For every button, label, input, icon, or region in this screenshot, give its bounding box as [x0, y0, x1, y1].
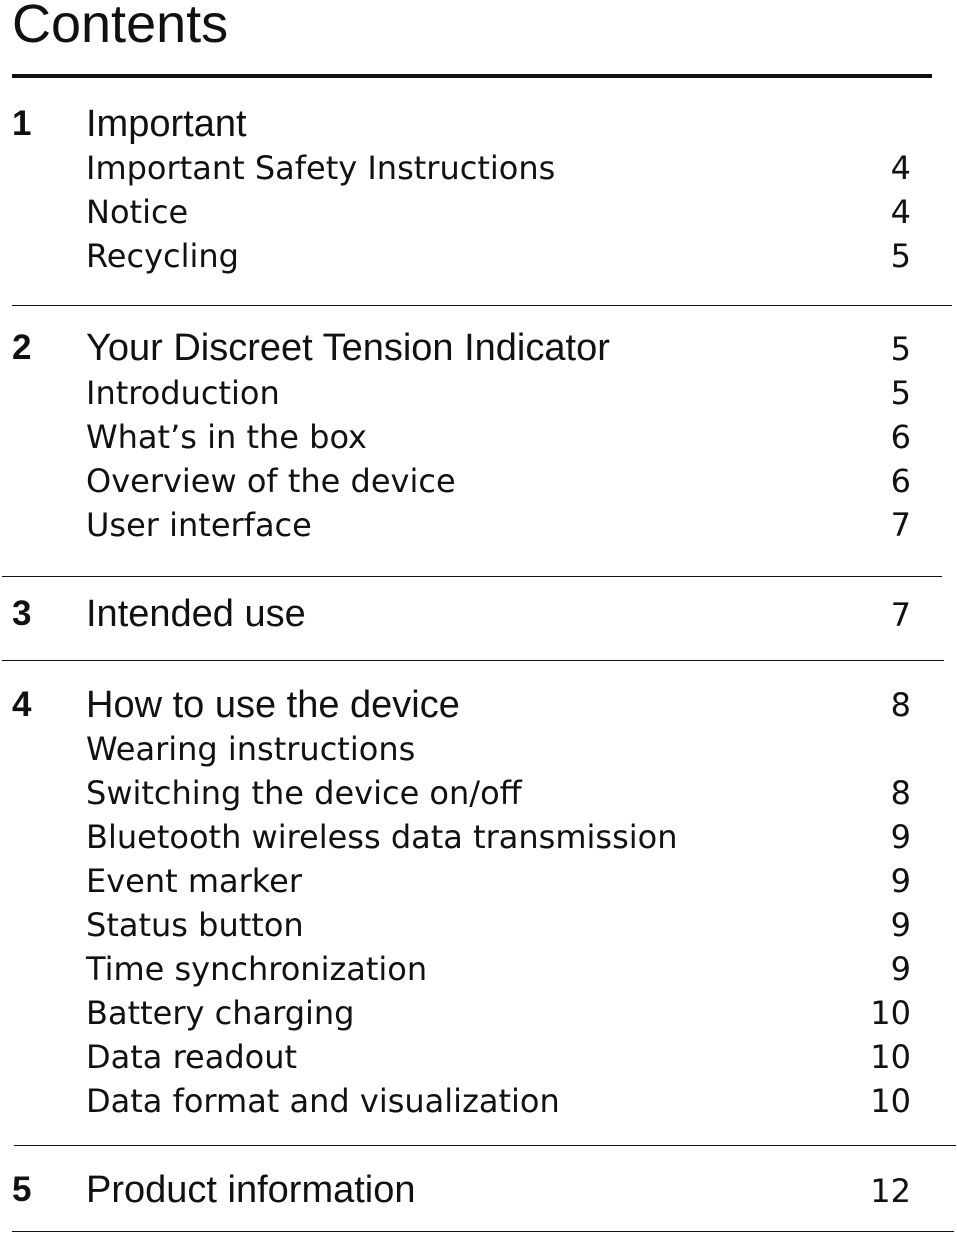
- section-5-number: 5: [12, 1170, 32, 1209]
- toc-page-whats-in-box: 6: [890, 418, 911, 456]
- toc-entry-overview[interactable]: Overview of the device: [86, 462, 456, 500]
- section-4-number: 4: [12, 685, 32, 724]
- toc-entry-notice[interactable]: Notice: [86, 193, 189, 231]
- toc-page-notice: 4: [890, 193, 911, 231]
- toc-page-switching: 8: [890, 774, 911, 812]
- section-4-title[interactable]: How to use the device: [86, 684, 460, 726]
- toc-page-recycling: 5: [890, 237, 911, 275]
- toc-page-time-sync: 9: [890, 950, 911, 988]
- toc-entry-bluetooth[interactable]: Bluetooth wireless data transmission: [86, 818, 678, 856]
- toc-entry-data-format[interactable]: Data format and visualization: [86, 1082, 560, 1120]
- toc-entry-recycling[interactable]: Recycling: [86, 237, 239, 275]
- toc-page-user-interface: 7: [890, 506, 911, 544]
- section-2-number: 2: [12, 328, 32, 367]
- section-3-page: 7: [890, 596, 911, 634]
- title-divider: [12, 74, 932, 78]
- section-3-number: 3: [12, 594, 32, 633]
- toc-entry-user-interface[interactable]: User interface: [86, 506, 312, 544]
- toc-page-data-readout: 10: [870, 1038, 911, 1076]
- toc-page-event-marker: 9: [890, 862, 911, 900]
- section-divider: [14, 1145, 956, 1146]
- toc-entry-introduction[interactable]: Introduction: [86, 374, 280, 412]
- toc-page-bluetooth: 9: [890, 818, 911, 856]
- toc-page-important-safety: 4: [890, 149, 911, 187]
- section-3-title[interactable]: Intended use: [86, 593, 306, 635]
- section-2-page: 5: [890, 330, 911, 368]
- toc-page-overview: 6: [890, 462, 911, 500]
- toc-entry-important-safety[interactable]: Important Safety Instructions: [86, 149, 556, 187]
- toc-entry-whats-in-box[interactable]: What’s in the box: [86, 418, 367, 456]
- section-4-page: 8: [890, 686, 911, 724]
- section-5-title[interactable]: Product information: [86, 1169, 416, 1211]
- toc-page-introduction: 5: [890, 374, 911, 412]
- toc-page-status-button: 9: [890, 906, 911, 944]
- section-1-number: 1: [12, 104, 32, 143]
- section-divider: [12, 305, 952, 306]
- section-divider: [12, 1231, 954, 1232]
- section-divider: [2, 660, 944, 661]
- toc-entry-switching[interactable]: Switching the device on/off: [86, 774, 522, 812]
- section-2-title[interactable]: Your Discreet Tension Indicator: [86, 327, 610, 369]
- section-1-title[interactable]: Important: [86, 103, 247, 145]
- toc-entry-status-button[interactable]: Status button: [86, 906, 304, 944]
- toc-entry-data-readout[interactable]: Data readout: [86, 1038, 298, 1076]
- section-divider: [2, 576, 942, 577]
- toc-page-battery: 10: [870, 994, 911, 1032]
- toc-entry-battery[interactable]: Battery charging: [86, 994, 355, 1032]
- section-5-page: 12: [870, 1172, 911, 1210]
- toc-entry-wearing[interactable]: Wearing instructions: [86, 730, 416, 768]
- toc-entry-time-sync[interactable]: Time synchronization: [86, 950, 428, 988]
- page-title: Contents: [12, 0, 229, 54]
- toc-entry-event-marker[interactable]: Event marker: [86, 862, 303, 900]
- toc-page-data-format: 10: [870, 1082, 911, 1120]
